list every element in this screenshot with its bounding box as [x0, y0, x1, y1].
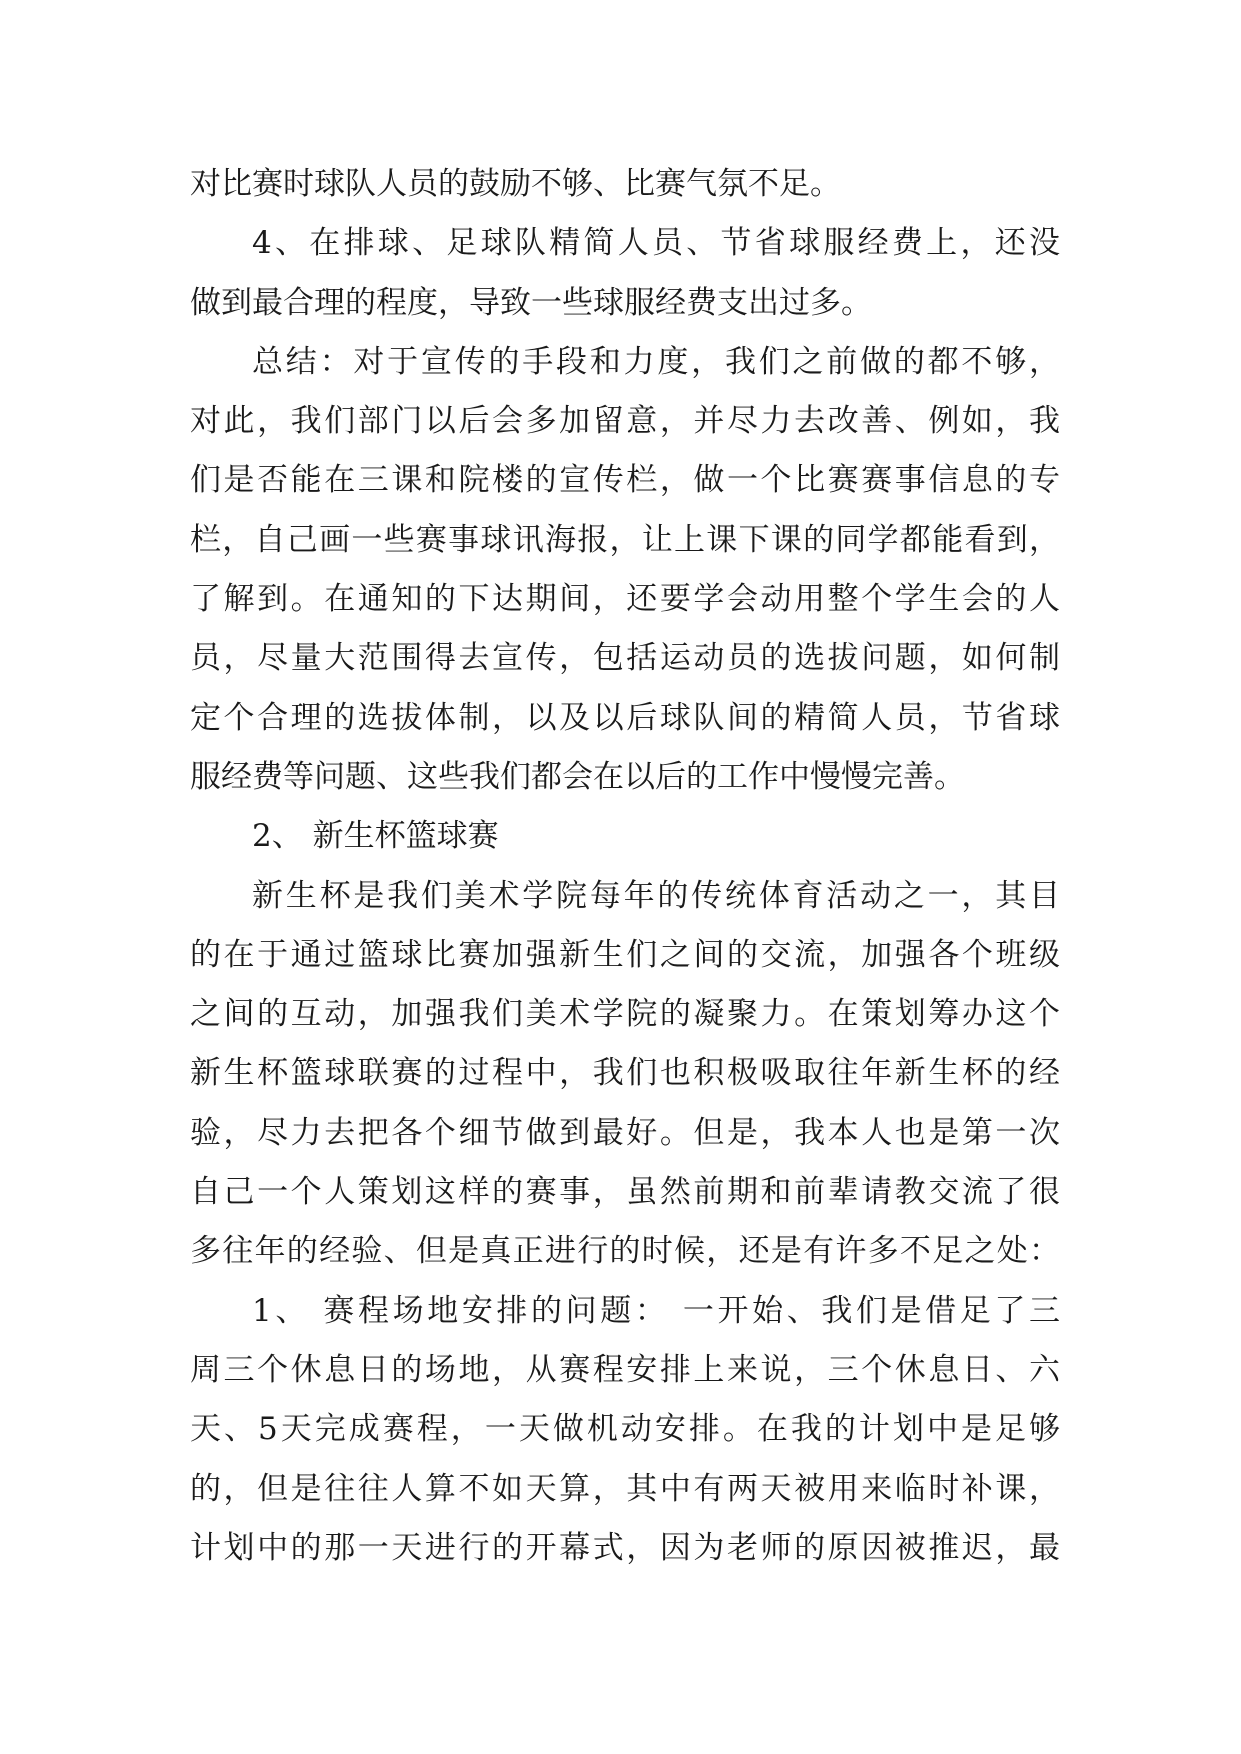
text-line: 新生杯是我们美术学院每年的传统体育活动之一，其目: [252, 877, 1060, 914]
text-line: 4、在排球、足球队精简人员、节省球服经费上，还没: [252, 225, 1060, 262]
text-line: 的，但是往往人算不如天算，其中有两天被用来临时补课，: [190, 1470, 1060, 1507]
text-line: 周三个休息日的场地，从赛程安排上来说，三个休息日、六: [190, 1351, 1060, 1388]
text-line: 1、 赛程场地安排的问题： 一开始、我们是借足了三: [252, 1292, 1060, 1329]
text-line: 新生杯篮球联赛的过程中，我们也积极吸取往年新生杯的经: [190, 1055, 1060, 1092]
text-line: 了解到。在通知的下达期间，还要学会动用整个学生会的人: [190, 581, 1060, 618]
text-line: 栏，自己画一些赛事球讯海报，让上课下课的同学都能看到，: [190, 521, 1060, 558]
text-line: 验，尽力去把各个细节做到最好。但是，我本人也是第一次: [190, 1114, 1060, 1151]
text-line: 总结：对于宣传的手段和力度，我们之前做的都不够，: [252, 343, 1060, 380]
text-line: 对此，我们部门以后会多加留意，并尽力去改善、例如，我: [190, 403, 1060, 440]
text-line: 自己一个人策划这样的赛事，虽然前期和前辈请教交流了很: [190, 1174, 1060, 1211]
text-line: 服经费等问题、这些我们都会在以后的工作中慢慢完善。: [190, 758, 965, 795]
text-line: 定个合理的选拔体制，以及以后球队间的精简人员，节省球: [190, 699, 1060, 736]
text-line: 对比赛时球队人员的鼓励不够、比赛气氛不足。: [190, 166, 841, 202]
text-line: 员，尽量大范围得去宣传，包括运动员的选拔问题，如何制: [190, 640, 1060, 677]
body-text: [190, 155, 1060, 1578]
text-line: 之间的互动，加强我们美术学院的凝聚力。在策划筹办这个: [190, 996, 1060, 1033]
text-line: 做到最合理的程度，导致一些球服经费支出过多。: [190, 284, 872, 321]
text-line: 多往年的经验、但是真正进行的时候，还是有许多不足之处：: [190, 1233, 1060, 1270]
text-line: 计划中的那一天进行的开幕式，因为老师的原因被推迟，最: [190, 1529, 1060, 1566]
text-line: 的在于通过篮球比赛加强新生们之间的交流，加强各个班级: [190, 936, 1060, 973]
text-line: 天、5天完成赛程，一天做机动安排。在我的计划中是足够: [190, 1411, 1060, 1448]
section-heading: 2、 新生杯篮球赛: [252, 818, 499, 855]
text-line: 们是否能在三课和院楼的宣传栏，做一个比赛赛事信息的专: [190, 462, 1060, 499]
